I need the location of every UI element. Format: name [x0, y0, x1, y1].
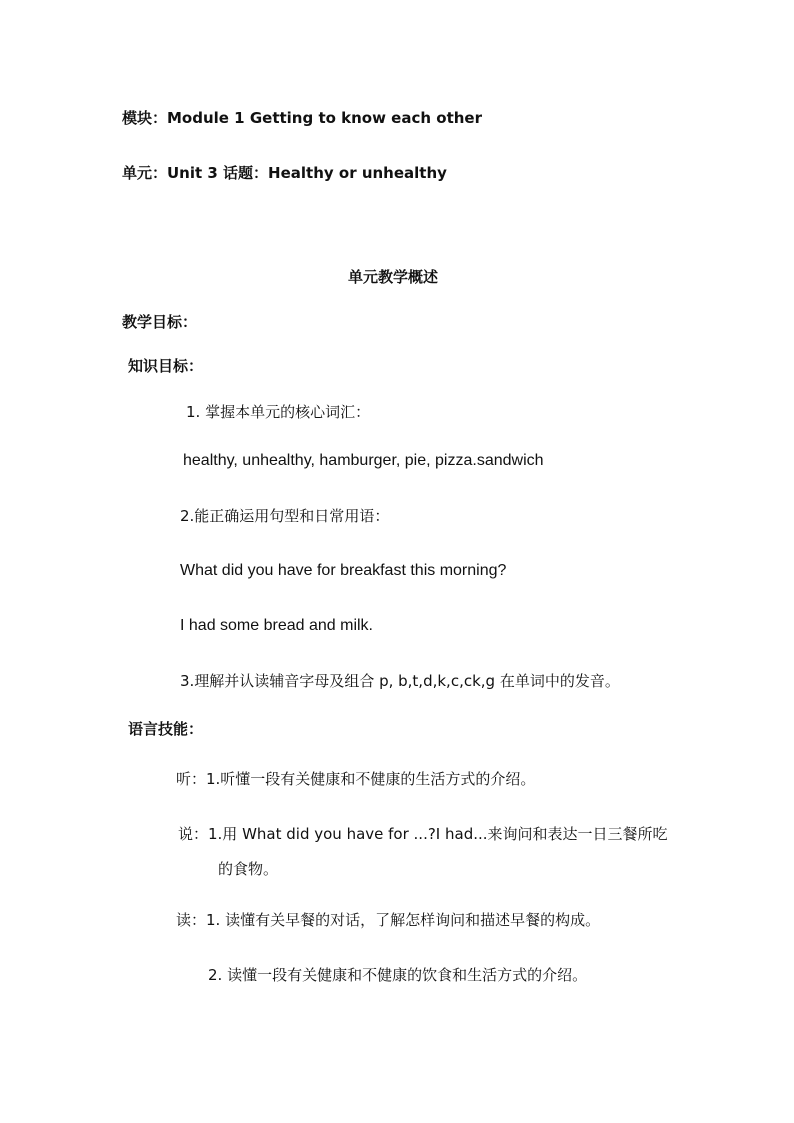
item2-question: What did you have for breakfast this morning?	[180, 562, 507, 579]
skill-listen: 听：1.听懂一段有关健康和不健康的生活方式的介绍。	[176, 770, 536, 788]
skill-speak-line1: 说：1.用 What did you have for ...?I had...来询问和表达一日三餐所吃	[178, 825, 668, 843]
item2-heading: 2.能正确运用句型和日常用语：	[180, 507, 390, 525]
skill-read2: 2. 读懂一段有关健康和不健康的饮食和生活方式的介绍。	[208, 966, 588, 984]
knowledge-label: 知识目标：	[128, 357, 204, 375]
item1-heading: 1. 掌握本单元的核心词汇：	[186, 403, 371, 421]
module-heading: 模块：Module 1 Getting to know each other	[122, 109, 483, 127]
skill-speak-line2: 的食物。	[218, 860, 279, 878]
section-title: 单元教学概述	[348, 268, 439, 286]
unit-heading: 单元：Unit 3 话题：Healthy or unhealthy	[122, 164, 447, 182]
item1-words: healthy, unhealthy, hamburger, pie, pizza.sandwich	[183, 452, 544, 469]
objectives-label: 教学目标：	[122, 313, 198, 331]
item3: 3.理解并认读辅音字母及组合 p, b,t,d,k,c,ck,g 在单词中的发音。	[180, 672, 620, 690]
skills-label: 语言技能：	[128, 720, 204, 738]
item2-answer: I had some bread and milk.	[180, 617, 373, 634]
skill-read1: 读：1. 读懂有关早餐的对话，了解怎样询问和描述早餐的构成。	[176, 911, 601, 929]
